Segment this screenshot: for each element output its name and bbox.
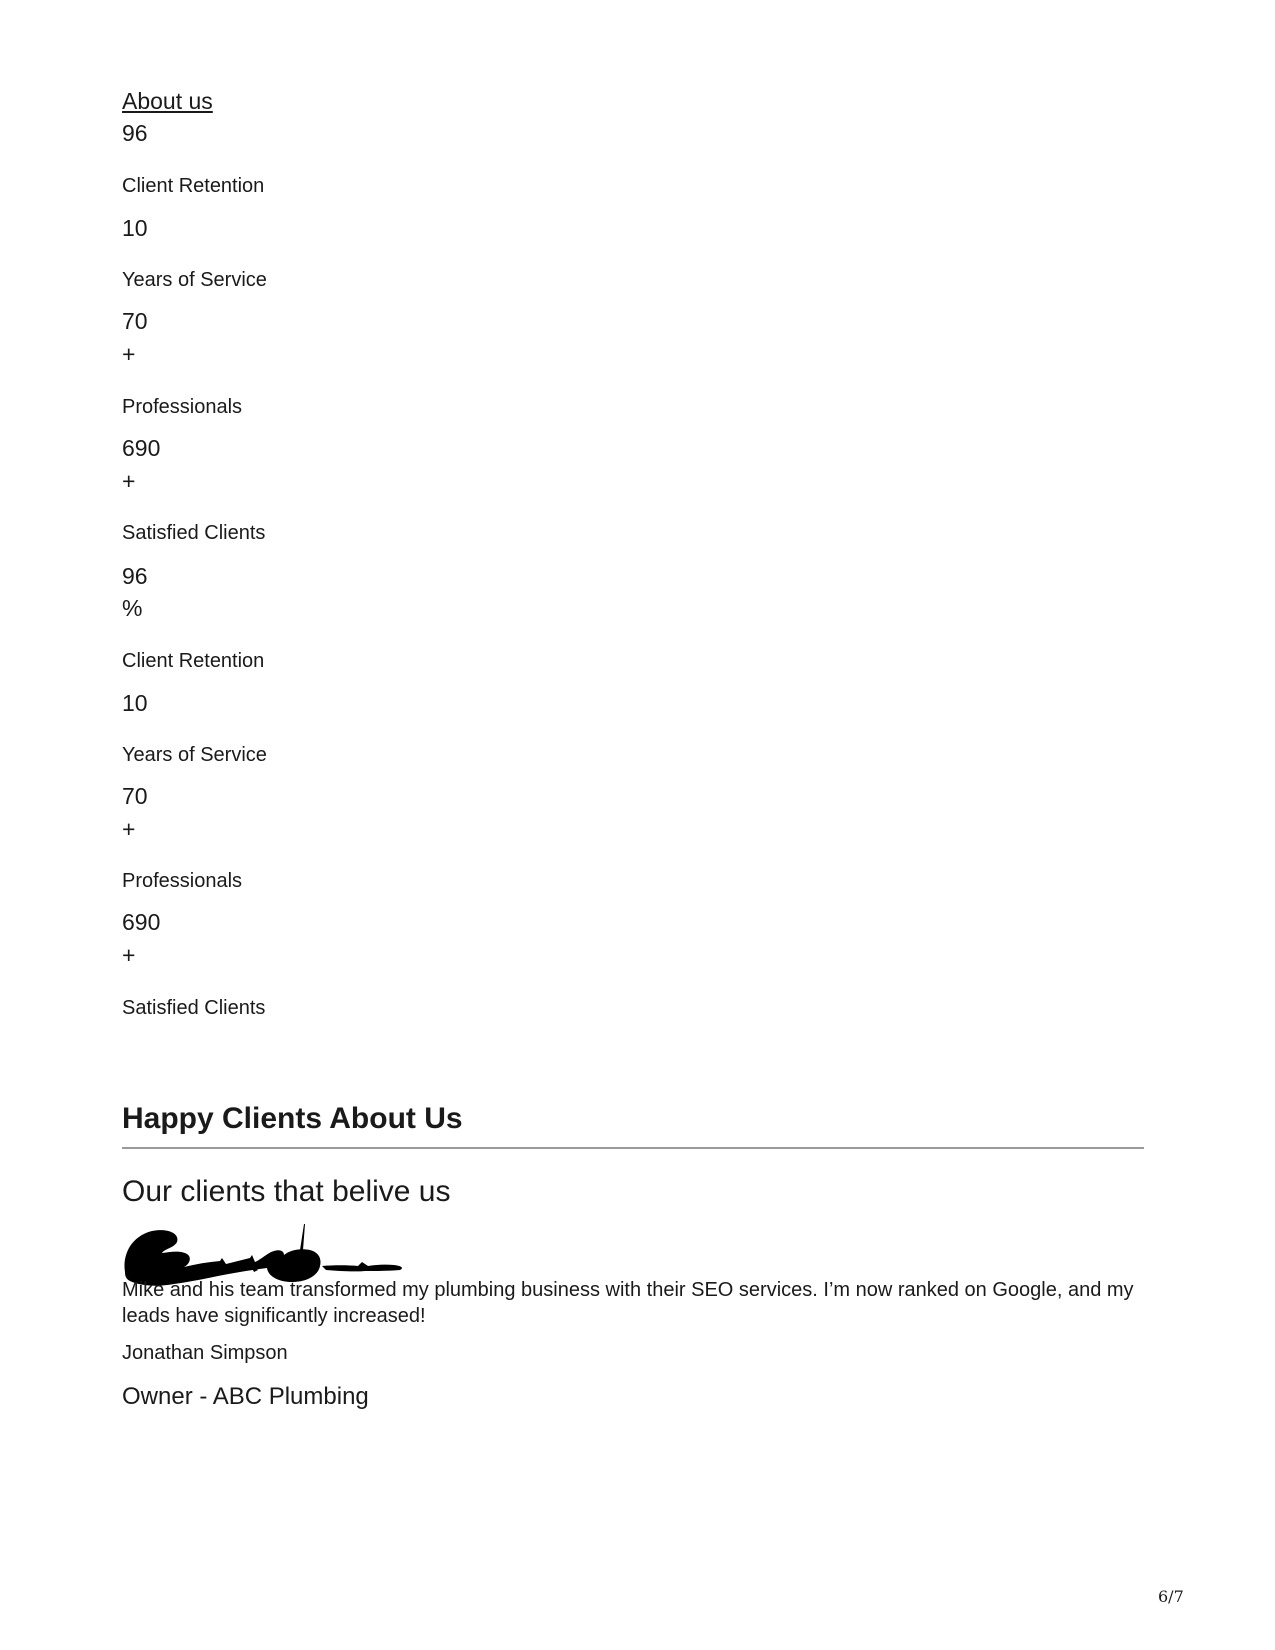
stat-suffix: + [122,341,136,367]
testimonials-subheading: Our clients that belive us [122,1175,451,1208]
testimonial-quote: Mike and his team transformed my plumbing business with their SEO services. I’m now ranked on Google, and my leads have significantly increased! [122,1279,1134,1327]
testimonials-heading: Happy Clients About Us [122,1102,463,1135]
stat-suffix: + [122,942,136,968]
stat-label: Professionals [122,870,243,892]
stat-value: 96 [122,120,148,146]
stat-label: Satisfied Clients [122,997,266,1019]
stat-value: 10 [122,215,148,241]
about-us-link[interactable]: About us [122,88,213,114]
stat-label: Client Retention [122,175,265,197]
stat-value: 690 [122,909,161,935]
page-number: 6/7 [1158,1587,1184,1606]
testimonial-author-name: Jonathan Simpson [122,1342,288,1364]
stat-value: 690 [122,435,161,461]
stat-suffix: + [122,468,136,494]
stat-value: 10 [122,690,148,716]
testimonial-author-role: Owner - ABC Plumbing [122,1383,369,1410]
section-divider [122,1147,1144,1149]
stat-value: 70 [122,783,148,809]
stat-suffix: + [122,816,136,842]
stat-value: 96 [122,563,148,589]
stat-label: Professionals [122,396,243,418]
stat-label: Years of Service [122,744,267,766]
stat-label: Client Retention [122,650,265,672]
stat-value: 70 [122,308,148,334]
stat-suffix: % [122,595,143,621]
stat-label: Years of Service [122,269,267,291]
stat-label: Satisfied Clients [122,522,266,544]
